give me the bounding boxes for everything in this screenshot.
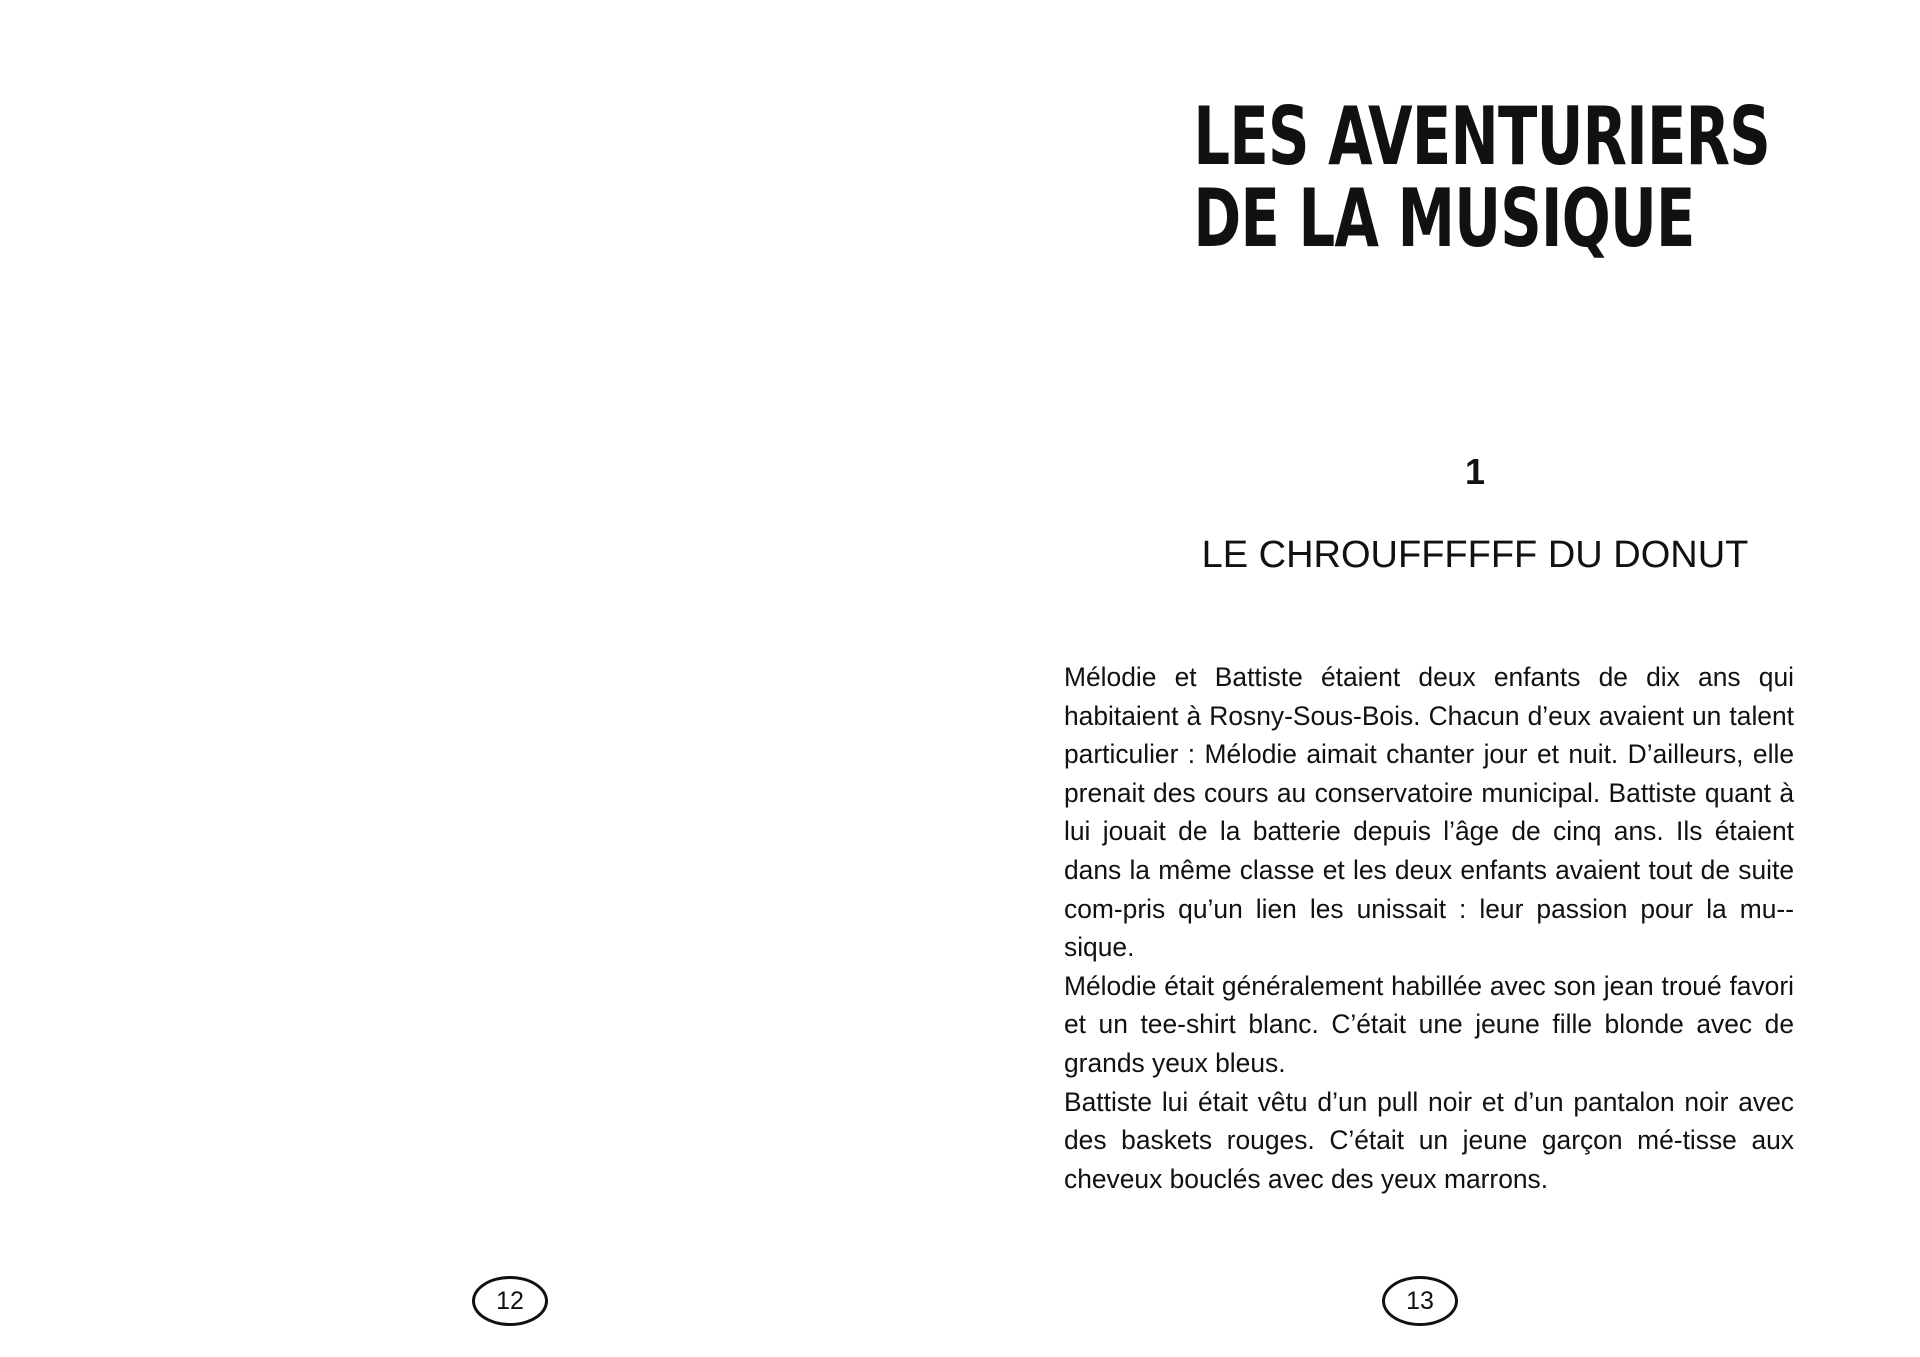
chapter-body [1064, 658, 1794, 1198]
paragraph-2: Mélodie était généralement habillée avec son jean troué favori et un tee-shirt blanc. C’était une jeune fille blonde avec de grands yeux bleus. [1064, 970, 1794, 1078]
page-number-left-label: 12 [496, 1286, 524, 1315]
page-number-right [1382, 1276, 1458, 1326]
chapter-number: 1 [1464, 451, 1486, 492]
chapter-title: LE CHROUFFFFFF DU DONUT [1201, 534, 1749, 576]
paragraph-1: Mélodie et Battiste étaient deux enfants de dix ans qui habitaient à Rosny-Sous-Bois. Chacun d’eux avaient un talent particulier : Mélodie aimait chanter jour et nuit. D’ailleurs, elle prenait des cours au conservatoire municipal. Battiste quant à lui jouait de la batterie depuis l’âge de cinq ans. Ils étaient dans la même classe et les deux enfants avaient tout de suite com-pris qu’un lien les unissait : leur passion pour la mu-sique. [1064, 662, 1794, 963]
paragraph-3: Battiste lui était vêtu d’un pull noir et d’un pantalon noir avec des baskets rouges. C’était un jeune garçon mé-tisse aux cheveux bouclés avec des yeux marrons. [1064, 1086, 1794, 1194]
book-title-line-2: DE LA MUSIQUE [1193, 172, 1695, 265]
book-title-line-1: LES AVENTURIERS [1193, 90, 1771, 183]
page-number-left [472, 1276, 548, 1326]
page-number-right-label: 13 [1406, 1286, 1434, 1315]
book-title [1193, 90, 1771, 265]
right-page [960, 0, 1920, 1357]
